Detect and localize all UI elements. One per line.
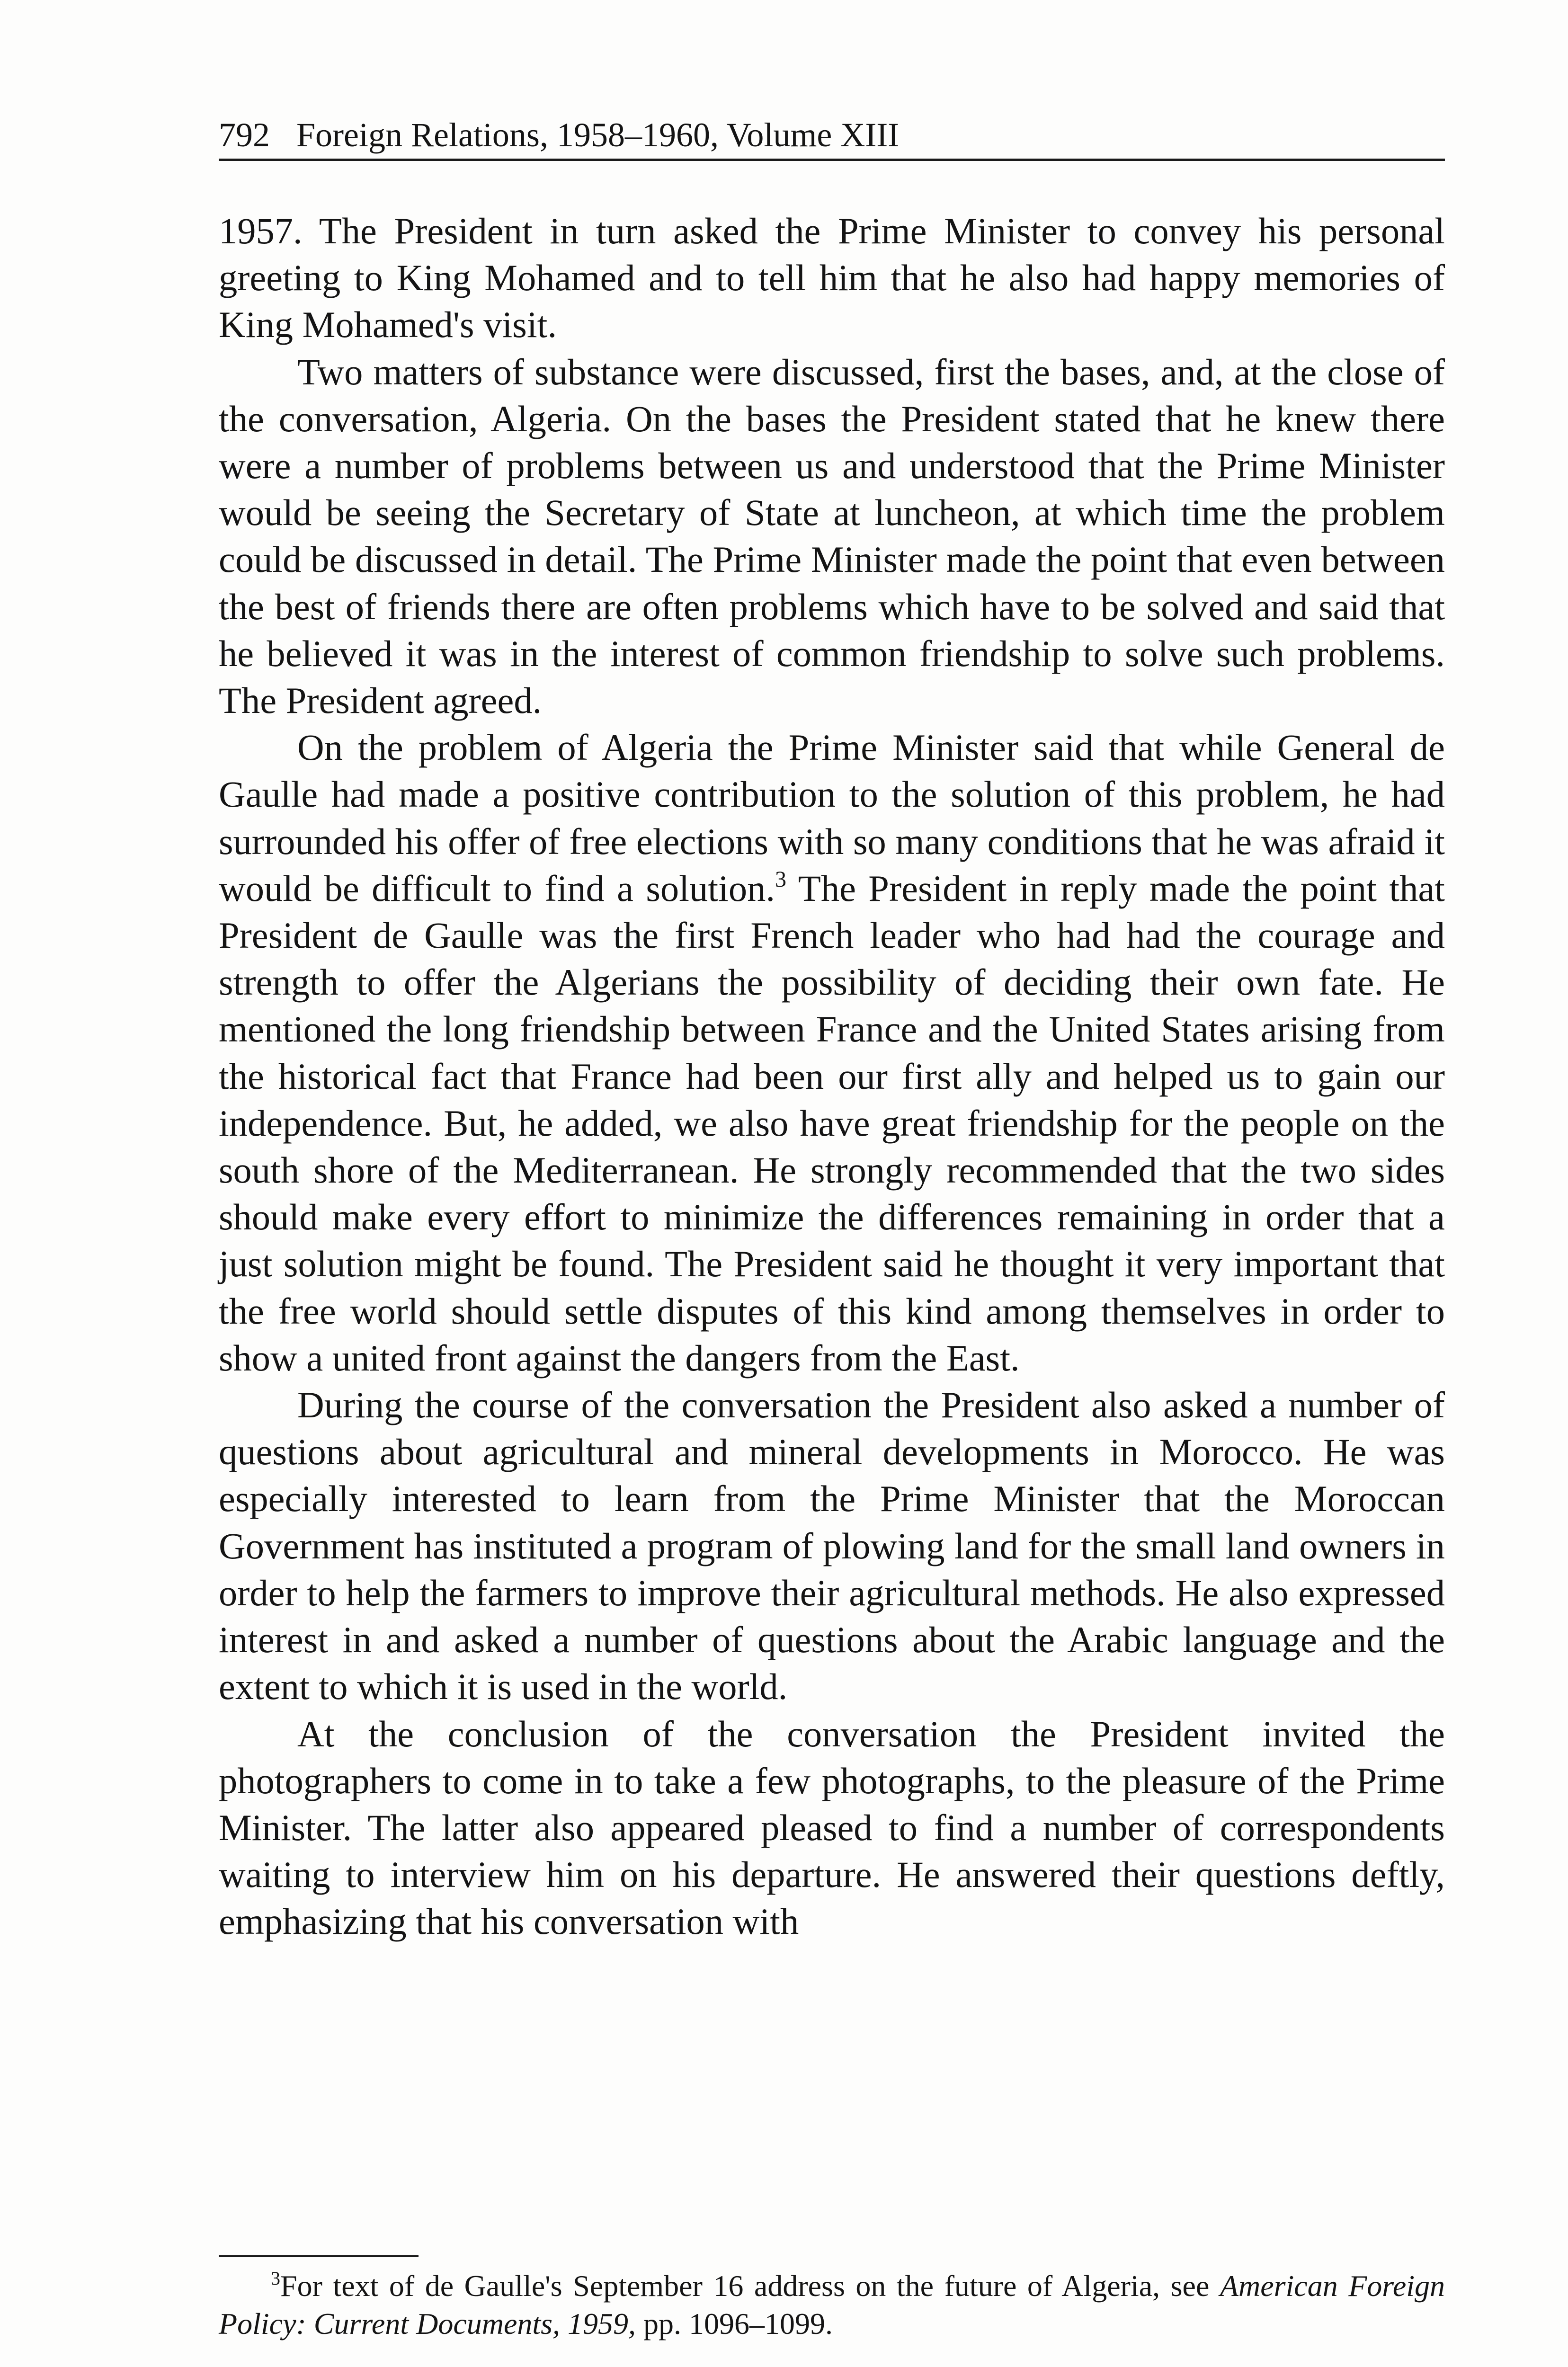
footnote-pages: pp. 1096–1099. xyxy=(636,2307,833,2340)
paragraph-5: At the conclusion of the conversation the President invited the photographers to come in to take a few photographs, to the pleasure of the Prime Minister. The latter also appeared pleased to find a number of correspondents waiting to interview him on his departure. He answered their questions deftly, emphasizing that his conversation with xyxy=(219,1713,1445,1942)
footnote-source-title: American Foreign Policy: Current Documents, 1959, xyxy=(219,2269,1445,2340)
paragraph-4: During the course of the conversation the President also asked a number of questions about agricultural and mineral developments in Morocco. He was especially interested to learn from the Prime Minister that the Moroccan Government has instituted a program of plowing land for the small land owners in order to help the farmers to improve their agricultural methods. He also expressed interest in and asked a number of questions about the Arabic language and the extent to which it is used in the world. xyxy=(219,1384,1445,1708)
paragraph-3 xyxy=(219,724,1445,1381)
paragraph-2: Two matters of substance were discussed, first the bases, and, at the close of the conversation, Algeria. On the bases the President stated that he knew there were a number of problems between us and understood that the Prime Minister would be seeing the Secretary of State at luncheon, at which time the problem could be discussed in detail. The Prime Minister made the point that even between the best of friends there are often problems which have to be solved and said that he believed it was in the interest of common friendship to solve such problems. The President agreed. xyxy=(219,351,1445,721)
header-rule xyxy=(219,159,1445,161)
page-number: 792 xyxy=(219,116,270,154)
running-title: Foreign Relations, 1958–1960, Volume XIII xyxy=(296,116,900,154)
running-header xyxy=(219,114,1445,156)
paragraph-3-part-2: The President in reply made the point that President de Gaulle was the first French leader who had had the courage and strength to offer the Algerians the possibility of deciding their own fate. He mentioned the long friendship between France and the United States arising from the historical fact that France had been our first ally and helped us to gain our independence. But, he added, we also have great friendship for the people on the south shore of the Mediterranean. He strongly recommended that the two sides should make every effort to minimize the differences remaining in order that a just solution might be found. The President said he thought it very important that the free world should settle disputes of this kind among themselves in order to show a united front against the dangers from the East. xyxy=(219,867,1445,1379)
paragraph-1: 1957. The President in turn asked the Prime Minister to convey his personal greeting to King Mohamed and to tell him that he also had happy memories of King Mohamed's visit. xyxy=(219,210,1445,346)
footnote-reference: 3 xyxy=(775,866,786,892)
paragraph-3-part-1: On the problem of Algeria the Prime Minister said that while General de Gaulle had made a positive contribution to the solution of this problem, he had surrounded his offer of free elections with so many conditions that he was afraid it would be difficult to find a solution. xyxy=(219,727,1445,909)
footnote xyxy=(219,2267,1445,2343)
footnote-text: For text of de Gaulle's September 16 address on the future of Algeria, see xyxy=(280,2269,1220,2303)
body-text xyxy=(219,207,1445,1945)
footnote-rule xyxy=(219,2255,419,2257)
footnote-number: 3 xyxy=(271,2268,280,2289)
